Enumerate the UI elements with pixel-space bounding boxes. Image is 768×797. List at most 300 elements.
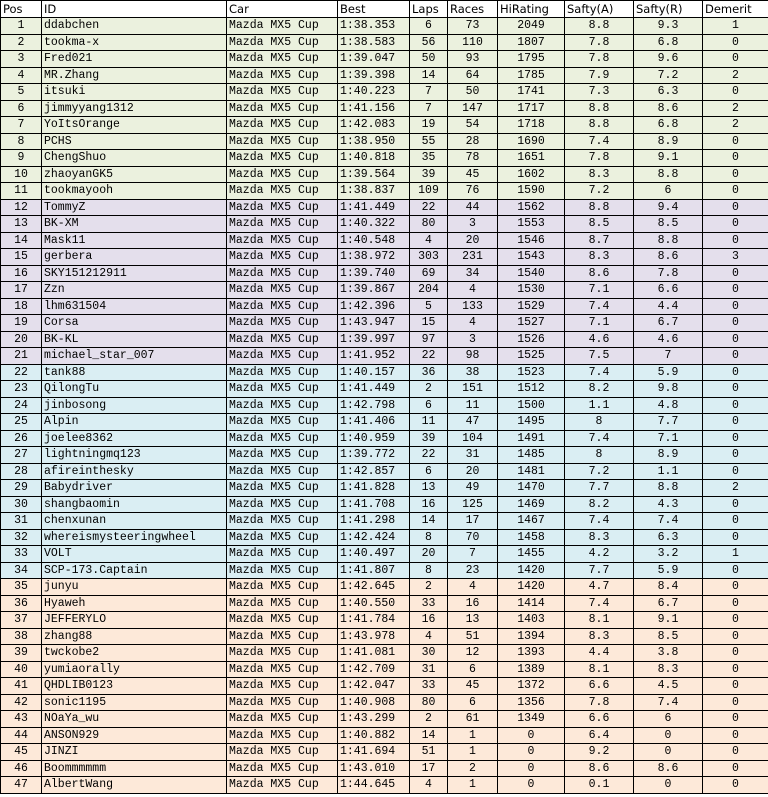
hirating-cell: 1651 xyxy=(498,150,565,167)
safety-r-cell: 3.2 xyxy=(634,546,703,563)
safety-r-cell: 5.9 xyxy=(634,364,703,381)
car-cell: Mazda MX5 Cup xyxy=(227,496,338,513)
id-cell: Alpin xyxy=(42,414,227,431)
races-cell: 4 xyxy=(448,579,498,596)
hirating-cell: 1546 xyxy=(498,232,565,249)
pos-cell: 32 xyxy=(1,529,42,546)
table-row xyxy=(1,117,768,134)
pos-cell: 24 xyxy=(1,397,42,414)
hirating-cell: 1717 xyxy=(498,100,565,117)
pos-cell: 5 xyxy=(1,84,42,101)
header-pos: Pos xyxy=(1,1,42,18)
id-cell: sonic1195 xyxy=(42,694,227,711)
car-cell: Mazda MX5 Cup xyxy=(227,447,338,464)
races-cell: 45 xyxy=(448,678,498,695)
races-cell: 73 xyxy=(448,18,498,35)
demerit-cell: 2 xyxy=(703,67,768,84)
safety-r-cell: 4.6 xyxy=(634,331,703,348)
races-cell: 44 xyxy=(448,199,498,216)
car-cell: Mazda MX5 Cup xyxy=(227,315,338,332)
car-cell: Mazda MX5 Cup xyxy=(227,727,338,744)
safety-r-cell: 8.9 xyxy=(634,133,703,150)
laps-cell: 39 xyxy=(410,430,448,447)
best-cell: 1:43.947 xyxy=(338,315,410,332)
table-row xyxy=(1,183,768,200)
safety-r-cell: 9.1 xyxy=(634,612,703,629)
best-cell: 1:42.047 xyxy=(338,678,410,695)
pos-cell: 4 xyxy=(1,67,42,84)
races-cell: 133 xyxy=(448,298,498,315)
table-row xyxy=(1,348,768,365)
id-cell: tookmayooh xyxy=(42,183,227,200)
hirating-cell: 1530 xyxy=(498,282,565,299)
table-row xyxy=(1,430,768,447)
id-cell: yumiaorally xyxy=(42,661,227,678)
pos-cell: 37 xyxy=(1,612,42,629)
laps-cell: 14 xyxy=(410,513,448,530)
safety-r-cell: 7 xyxy=(634,348,703,365)
demerit-cell: 0 xyxy=(703,381,768,398)
pos-cell: 36 xyxy=(1,595,42,612)
demerit-cell: 0 xyxy=(703,529,768,546)
laps-cell: 22 xyxy=(410,199,448,216)
races-cell: 51 xyxy=(448,628,498,645)
pos-cell: 22 xyxy=(1,364,42,381)
pos-cell: 43 xyxy=(1,711,42,728)
best-cell: 1:41.807 xyxy=(338,562,410,579)
safety-r-cell: 7.1 xyxy=(634,430,703,447)
table-row xyxy=(1,612,768,629)
pos-cell: 30 xyxy=(1,496,42,513)
hirating-cell: 1372 xyxy=(498,678,565,695)
pos-cell: 46 xyxy=(1,760,42,777)
table-row xyxy=(1,744,768,761)
table-row xyxy=(1,51,768,68)
pos-cell: 34 xyxy=(1,562,42,579)
hirating-cell: 1527 xyxy=(498,315,565,332)
pos-cell: 28 xyxy=(1,463,42,480)
demerit-cell: 0 xyxy=(703,645,768,662)
demerit-cell: 0 xyxy=(703,84,768,101)
races-cell: 3 xyxy=(448,331,498,348)
best-cell: 1:38.972 xyxy=(338,249,410,266)
pos-cell: 39 xyxy=(1,645,42,662)
id-cell: JINZI xyxy=(42,744,227,761)
pos-cell: 6 xyxy=(1,100,42,117)
id-cell: Babydriver xyxy=(42,480,227,497)
pos-cell: 7 xyxy=(1,117,42,134)
safety-a-cell: 8.8 xyxy=(565,18,634,35)
car-cell: Mazda MX5 Cup xyxy=(227,628,338,645)
pos-cell: 26 xyxy=(1,430,42,447)
car-cell: Mazda MX5 Cup xyxy=(227,348,338,365)
id-cell: ANSON929 xyxy=(42,727,227,744)
demerit-cell: 0 xyxy=(703,232,768,249)
races-cell: 104 xyxy=(448,430,498,447)
id-cell: PCHS xyxy=(42,133,227,150)
laps-cell: 6 xyxy=(410,463,448,480)
pos-cell: 20 xyxy=(1,331,42,348)
safety-a-cell: 8 xyxy=(565,447,634,464)
laps-cell: 16 xyxy=(410,612,448,629)
id-cell: jimmyyang1312 xyxy=(42,100,227,117)
header-laps: Laps xyxy=(410,1,448,18)
pos-cell: 19 xyxy=(1,315,42,332)
laps-cell: 13 xyxy=(410,480,448,497)
safety-r-cell: 8.8 xyxy=(634,480,703,497)
id-cell: QHDLIB0123 xyxy=(42,678,227,695)
id-cell: Corsa xyxy=(42,315,227,332)
car-cell: Mazda MX5 Cup xyxy=(227,678,338,695)
table-row xyxy=(1,315,768,332)
safety-r-cell: 4.8 xyxy=(634,397,703,414)
car-cell: Mazda MX5 Cup xyxy=(227,562,338,579)
safety-a-cell: 7.4 xyxy=(565,364,634,381)
laps-cell: 56 xyxy=(410,34,448,51)
laps-cell: 16 xyxy=(410,496,448,513)
races-cell: 20 xyxy=(448,463,498,480)
car-cell: Mazda MX5 Cup xyxy=(227,645,338,662)
pos-cell: 41 xyxy=(1,678,42,695)
safety-r-cell: 4.3 xyxy=(634,496,703,513)
id-cell: Fred021 xyxy=(42,51,227,68)
races-cell: 31 xyxy=(448,447,498,464)
races-cell: 3 xyxy=(448,216,498,233)
races-cell: 54 xyxy=(448,117,498,134)
table-row xyxy=(1,661,768,678)
laps-cell: 51 xyxy=(410,744,448,761)
safety-a-cell: 7.7 xyxy=(565,562,634,579)
table-row xyxy=(1,133,768,150)
races-cell: 47 xyxy=(448,414,498,431)
races-cell: 1 xyxy=(448,727,498,744)
pos-cell: 47 xyxy=(1,777,42,794)
hirating-cell: 1420 xyxy=(498,579,565,596)
hirating-cell: 1562 xyxy=(498,199,565,216)
hirating-cell: 1543 xyxy=(498,249,565,266)
races-cell: 6 xyxy=(448,661,498,678)
id-cell: TommyZ xyxy=(42,199,227,216)
races-cell: 7 xyxy=(448,546,498,563)
hirating-cell: 1455 xyxy=(498,546,565,563)
hirating-cell: 1420 xyxy=(498,562,565,579)
pos-cell: 14 xyxy=(1,232,42,249)
demerit-cell: 0 xyxy=(703,166,768,183)
car-cell: Mazda MX5 Cup xyxy=(227,661,338,678)
safety-r-cell: 9.8 xyxy=(634,381,703,398)
safety-r-cell: 0 xyxy=(634,727,703,744)
laps-cell: 4 xyxy=(410,628,448,645)
safety-a-cell: 7.3 xyxy=(565,84,634,101)
table-row xyxy=(1,727,768,744)
demerit-cell: 0 xyxy=(703,777,768,794)
car-cell: Mazda MX5 Cup xyxy=(227,133,338,150)
safety-r-cell: 3.8 xyxy=(634,645,703,662)
id-cell: Mask11 xyxy=(42,232,227,249)
hirating-cell: 1590 xyxy=(498,183,565,200)
car-cell: Mazda MX5 Cup xyxy=(227,463,338,480)
demerit-cell: 0 xyxy=(703,133,768,150)
safety-r-cell: 7.4 xyxy=(634,513,703,530)
safety-r-cell: 0 xyxy=(634,744,703,761)
table-row xyxy=(1,100,768,117)
laps-cell: 7 xyxy=(410,84,448,101)
laps-cell: 15 xyxy=(410,315,448,332)
safety-a-cell: 6.6 xyxy=(565,711,634,728)
car-cell: Mazda MX5 Cup xyxy=(227,513,338,530)
laps-cell: 80 xyxy=(410,216,448,233)
laps-cell: 2 xyxy=(410,381,448,398)
safety-r-cell: 8.6 xyxy=(634,760,703,777)
safety-r-cell: 9.4 xyxy=(634,199,703,216)
laps-cell: 7 xyxy=(410,100,448,117)
laps-cell: 4 xyxy=(410,777,448,794)
safety-r-cell: 6.7 xyxy=(634,595,703,612)
table-row xyxy=(1,447,768,464)
safety-a-cell: 8.5 xyxy=(565,216,634,233)
table-row xyxy=(1,364,768,381)
safety-r-cell: 7.2 xyxy=(634,67,703,84)
pos-cell: 29 xyxy=(1,480,42,497)
id-cell: tank88 xyxy=(42,364,227,381)
races-cell: 49 xyxy=(448,480,498,497)
hirating-cell: 1785 xyxy=(498,67,565,84)
car-cell: Mazda MX5 Cup xyxy=(227,480,338,497)
pos-cell: 12 xyxy=(1,199,42,216)
pos-cell: 16 xyxy=(1,265,42,282)
races-cell: 28 xyxy=(448,133,498,150)
demerit-cell: 0 xyxy=(703,199,768,216)
best-cell: 1:42.645 xyxy=(338,579,410,596)
safety-r-cell: 6.8 xyxy=(634,34,703,51)
id-cell: michael_star_007 xyxy=(42,348,227,365)
table-row xyxy=(1,562,768,579)
best-cell: 1:41.784 xyxy=(338,612,410,629)
safety-a-cell: 8.8 xyxy=(565,100,634,117)
demerit-cell: 0 xyxy=(703,463,768,480)
car-cell: Mazda MX5 Cup xyxy=(227,298,338,315)
car-cell: Mazda MX5 Cup xyxy=(227,546,338,563)
safety-r-cell: 6.8 xyxy=(634,117,703,134)
safety-a-cell: 8.6 xyxy=(565,760,634,777)
laps-cell: 204 xyxy=(410,282,448,299)
best-cell: 1:41.952 xyxy=(338,348,410,365)
safety-r-cell: 8.4 xyxy=(634,579,703,596)
id-cell: Boommmmmm xyxy=(42,760,227,777)
safety-a-cell: 8.8 xyxy=(565,199,634,216)
best-cell: 1:41.156 xyxy=(338,100,410,117)
car-cell: Mazda MX5 Cup xyxy=(227,430,338,447)
car-cell: Mazda MX5 Cup xyxy=(227,414,338,431)
table-row xyxy=(1,480,768,497)
demerit-cell: 0 xyxy=(703,562,768,579)
id-cell: Hyaweh xyxy=(42,595,227,612)
id-cell: whereismysteeringwheel xyxy=(42,529,227,546)
hirating-cell: 0 xyxy=(498,760,565,777)
safety-r-cell: 9.1 xyxy=(634,150,703,167)
demerit-cell: 0 xyxy=(703,315,768,332)
car-cell: Mazda MX5 Cup xyxy=(227,595,338,612)
safety-r-cell: 6.3 xyxy=(634,84,703,101)
id-cell: NOaYa_wu xyxy=(42,711,227,728)
races-cell: 13 xyxy=(448,612,498,629)
laps-cell: 22 xyxy=(410,348,448,365)
pos-cell: 11 xyxy=(1,183,42,200)
races-cell: 147 xyxy=(448,100,498,117)
laps-cell: 8 xyxy=(410,529,448,546)
laps-cell: 80 xyxy=(410,694,448,711)
best-cell: 1:39.997 xyxy=(338,331,410,348)
table-row xyxy=(1,331,768,348)
laps-cell: 20 xyxy=(410,546,448,563)
safety-a-cell: 9.2 xyxy=(565,744,634,761)
best-cell: 1:40.882 xyxy=(338,727,410,744)
id-cell: ddabchen xyxy=(42,18,227,35)
id-cell: JEFFERYLO xyxy=(42,612,227,629)
demerit-cell: 0 xyxy=(703,760,768,777)
best-cell: 1:42.424 xyxy=(338,529,410,546)
pos-cell: 23 xyxy=(1,381,42,398)
races-cell: 78 xyxy=(448,150,498,167)
best-cell: 1:41.081 xyxy=(338,645,410,662)
laps-cell: 8 xyxy=(410,562,448,579)
hirating-cell: 1540 xyxy=(498,265,565,282)
best-cell: 1:41.708 xyxy=(338,496,410,513)
safety-r-cell: 8.6 xyxy=(634,100,703,117)
pos-cell: 13 xyxy=(1,216,42,233)
best-cell: 1:43.010 xyxy=(338,760,410,777)
car-cell: Mazda MX5 Cup xyxy=(227,67,338,84)
id-cell: tookma-x xyxy=(42,34,227,51)
pos-cell: 25 xyxy=(1,414,42,431)
car-cell: Mazda MX5 Cup xyxy=(227,381,338,398)
car-cell: Mazda MX5 Cup xyxy=(227,777,338,794)
pos-cell: 9 xyxy=(1,150,42,167)
best-cell: 1:38.950 xyxy=(338,133,410,150)
hirating-cell: 0 xyxy=(498,727,565,744)
pos-cell: 27 xyxy=(1,447,42,464)
safety-r-cell: 6.3 xyxy=(634,529,703,546)
best-cell: 1:38.837 xyxy=(338,183,410,200)
table-row xyxy=(1,84,768,101)
races-cell: 20 xyxy=(448,232,498,249)
races-cell: 231 xyxy=(448,249,498,266)
best-cell: 1:43.299 xyxy=(338,711,410,728)
safety-r-cell: 4.5 xyxy=(634,678,703,695)
laps-cell: 303 xyxy=(410,249,448,266)
safety-a-cell: 4.6 xyxy=(565,331,634,348)
car-cell: Mazda MX5 Cup xyxy=(227,579,338,596)
table-row xyxy=(1,513,768,530)
pos-cell: 18 xyxy=(1,298,42,315)
car-cell: Mazda MX5 Cup xyxy=(227,265,338,282)
table-row xyxy=(1,199,768,216)
table-row xyxy=(1,678,768,695)
races-cell: 2 xyxy=(448,760,498,777)
safety-a-cell: 7.8 xyxy=(565,150,634,167)
pos-cell: 38 xyxy=(1,628,42,645)
safety-r-cell: 7.8 xyxy=(634,265,703,282)
table-row xyxy=(1,760,768,777)
laps-cell: 109 xyxy=(410,183,448,200)
races-cell: 50 xyxy=(448,84,498,101)
safety-r-cell: 8.6 xyxy=(634,249,703,266)
demerit-cell: 2 xyxy=(703,100,768,117)
demerit-cell: 2 xyxy=(703,117,768,134)
id-cell: QilongTu xyxy=(42,381,227,398)
id-cell: gerbera xyxy=(42,249,227,266)
car-cell: Mazda MX5 Cup xyxy=(227,51,338,68)
laps-cell: 2 xyxy=(410,579,448,596)
table-row xyxy=(1,496,768,513)
hirating-cell: 1467 xyxy=(498,513,565,530)
demerit-cell: 0 xyxy=(703,150,768,167)
best-cell: 1:40.497 xyxy=(338,546,410,563)
pos-cell: 10 xyxy=(1,166,42,183)
safety-r-cell: 8.3 xyxy=(634,661,703,678)
safety-a-cell: 7.4 xyxy=(565,133,634,150)
car-cell: Mazda MX5 Cup xyxy=(227,744,338,761)
table-row xyxy=(1,216,768,233)
laps-cell: 6 xyxy=(410,18,448,35)
car-cell: Mazda MX5 Cup xyxy=(227,249,338,266)
car-cell: Mazda MX5 Cup xyxy=(227,183,338,200)
hirating-cell: 1389 xyxy=(498,661,565,678)
best-cell: 1:41.298 xyxy=(338,513,410,530)
hirating-cell: 1356 xyxy=(498,694,565,711)
safety-r-cell: 7.7 xyxy=(634,414,703,431)
table-row xyxy=(1,579,768,596)
safety-a-cell: 4.2 xyxy=(565,546,634,563)
pos-cell: 3 xyxy=(1,51,42,68)
table-row xyxy=(1,463,768,480)
safety-r-cell: 9.6 xyxy=(634,51,703,68)
demerit-cell: 0 xyxy=(703,364,768,381)
races-cell: 64 xyxy=(448,67,498,84)
car-cell: Mazda MX5 Cup xyxy=(227,232,338,249)
races-cell: 38 xyxy=(448,364,498,381)
car-cell: Mazda MX5 Cup xyxy=(227,166,338,183)
safety-r-cell: 0 xyxy=(634,777,703,794)
best-cell: 1:42.857 xyxy=(338,463,410,480)
hirating-cell: 1393 xyxy=(498,645,565,662)
id-cell: zhaoyanGK5 xyxy=(42,166,227,183)
id-cell: itsuki xyxy=(42,84,227,101)
laps-cell: 19 xyxy=(410,117,448,134)
car-cell: Mazda MX5 Cup xyxy=(227,529,338,546)
safety-r-cell: 6 xyxy=(634,711,703,728)
pos-cell: 42 xyxy=(1,694,42,711)
races-cell: 98 xyxy=(448,348,498,365)
table-row xyxy=(1,595,768,612)
demerit-cell: 1 xyxy=(703,18,768,35)
car-cell: Mazda MX5 Cup xyxy=(227,694,338,711)
car-cell: Mazda MX5 Cup xyxy=(227,216,338,233)
demerit-cell: 0 xyxy=(703,430,768,447)
demerit-cell: 1 xyxy=(703,546,768,563)
demerit-cell: 0 xyxy=(703,331,768,348)
demerit-cell: 2 xyxy=(703,480,768,497)
pos-cell: 21 xyxy=(1,348,42,365)
best-cell: 1:40.548 xyxy=(338,232,410,249)
safety-r-cell: 6.7 xyxy=(634,315,703,332)
safety-r-cell: 6.6 xyxy=(634,282,703,299)
safety-a-cell: 8.8 xyxy=(565,117,634,134)
car-cell: Mazda MX5 Cup xyxy=(227,364,338,381)
safety-a-cell: 7.1 xyxy=(565,282,634,299)
races-cell: 45 xyxy=(448,166,498,183)
safety-a-cell: 7.2 xyxy=(565,183,634,200)
